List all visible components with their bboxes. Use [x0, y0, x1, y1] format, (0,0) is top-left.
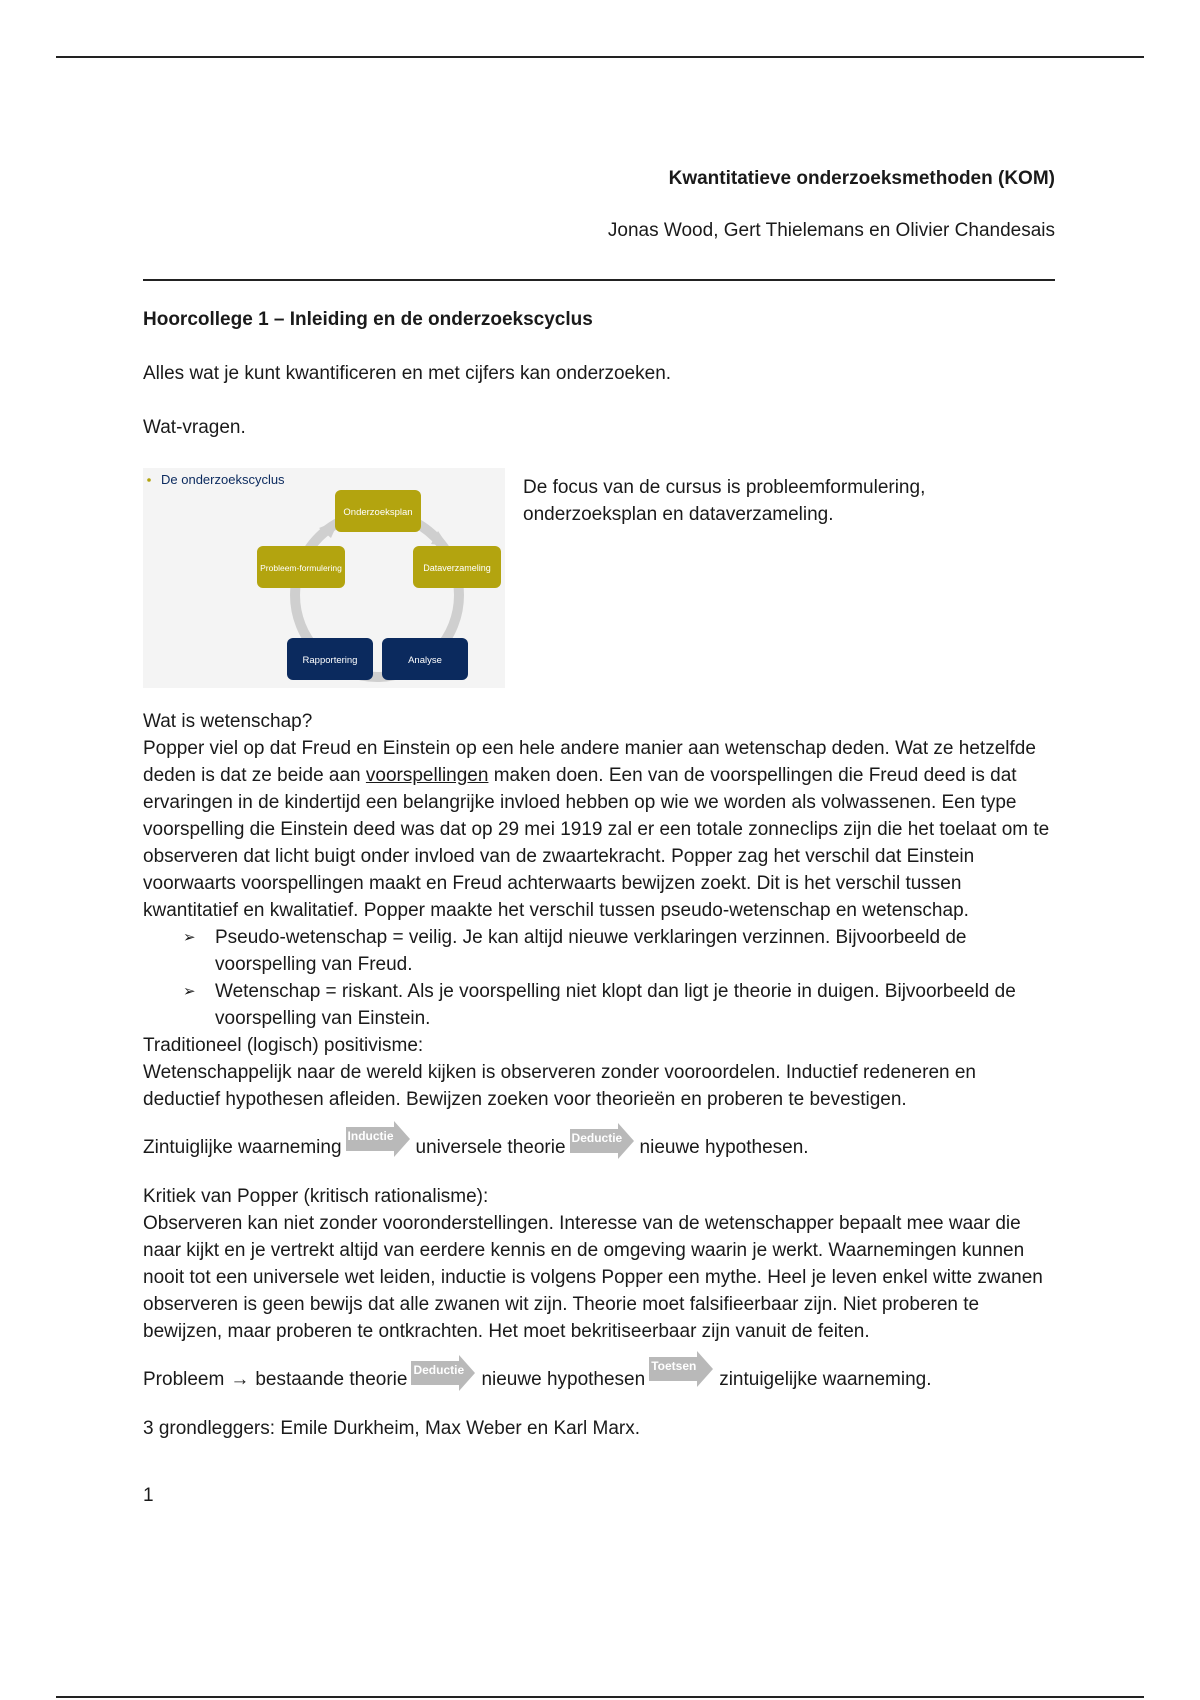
svg-text:Analyse: Analyse [408, 655, 442, 666]
svg-text:Dataverzameling: Dataverzameling [423, 563, 491, 573]
inductie-arrow [346, 1121, 412, 1157]
arrow-label: Deductie [571, 1131, 623, 1145]
arrow-label: Deductie [413, 1363, 465, 1377]
bottom-rule [56, 1696, 1144, 1698]
flow-step: nieuwe hypothesen [481, 1368, 646, 1390]
authors: Jonas Wood, Gert Thielemans en Olivier Chandesais [607, 220, 1055, 241]
cycle-description: De focus van de cursus is probleemformulering, onderzoeksplan en dataverzameling. [523, 477, 926, 525]
flow-step: bestaande theorie [255, 1368, 408, 1390]
flow-step: Zintuiglijke waarneming [143, 1136, 342, 1158]
arrow-bullet-icon: ➢ [183, 929, 196, 946]
positivisme-flow [143, 1127, 1055, 1167]
slide-title: De onderzoekscyclus [161, 472, 285, 487]
popper-heading: Kritiek van Popper (kritisch rationalisme): [143, 1186, 489, 1207]
arrow-label: Inductie [347, 1129, 394, 1143]
svg-text:Rapportering: Rapportering [302, 655, 358, 666]
cycle-step-probleemformulering [257, 546, 345, 588]
deductie-arrow [411, 1355, 477, 1391]
slide-bullet-icon [147, 478, 151, 482]
wetenschap-underlined-word: voorspellingen [365, 765, 489, 786]
arrow-label: Toetsen [651, 1359, 697, 1373]
top-rule [56, 56, 1144, 58]
grondleggers: 3 grondleggers: Emile Durkheim, Max Weber en Karl Marx. [143, 1418, 641, 1439]
svg-text:Onderzoeksplan: Onderzoeksplan [343, 507, 413, 518]
positivisme-heading: Traditioneel (logisch) positivisme: [143, 1035, 424, 1056]
intro-paragraph: Alles wat je kunt kwantificeren en met cijfers kan onderzoeken. [143, 363, 672, 384]
arrow-bullet-icon: ➢ [183, 983, 196, 1000]
wetenschap-paragraph [143, 735, 1055, 924]
flow-step: zintuigelijke waarneming. [719, 1368, 932, 1390]
wat-vragen: Wat-vragen. [143, 417, 246, 438]
wetenschap-text-part1: Popper viel op dat Freud en Einstein op een hele andere manier aan wetenschap deden. Wat ze hetzelfde deden is dat ze beide aan [143, 738, 1036, 786]
bullet-text: Pseudo-wetenschap = veilig. Je kan altijd nieuwe verklaringen verzinnen. Bijvoorbeeld de voorspelling van Freud. [215, 927, 967, 975]
flow-step: Probleem [143, 1368, 225, 1390]
right-arrow-icon: → [230, 1368, 250, 1390]
bullet-text: Wetenschap = riskant. Als je voorspelling niet klopt dan ligt je theorie in duigen. Bijvoorbeeld de voorspelling van Einstein. [215, 981, 1016, 1029]
wetenschap-text-part2: maken doen. Een van de voorspellingen die Freud deed is dat ervaringen in de kindertijd een belangrijke invloed hebben op wie we worden als volwassenen. Een type voorspelling die Einstein deed was dat op 29 mei 1919 zal er een totale zonneclips zijn die het toelaat om te observeren dat licht buigt onder invloed van de zwaartekracht. Popper zag het verschil dat Einstein voorwaarts voorspellingen maakt en Freud achterwaarts bewijzen zoekt. Dit is het verschil tussen kwantitatief en kwalitatief. Popper maakte het verschil tussen pseudo-wetenschap en wetenschap. [143, 765, 1050, 921]
research-cycle-diagram [143, 468, 505, 688]
svg-text:Probleem-formulering: Probleem-formulering [260, 563, 342, 573]
positivisme-paragraph: Wetenschappelijk naar de wereld kijken is observeren zonder vooroordelen. Inductief redeneren en deductief hypothesen afleiden. Bewijzen zoeken voor theorieën en proberen te bevestigen. [143, 1062, 976, 1110]
list-item [183, 924, 1055, 978]
wetenschap-bullet-list [183, 924, 1055, 1032]
popper-flow [143, 1359, 1055, 1399]
lecture-title: Hoorcollege 1 – Inleiding en de onderzoekscyclus [143, 309, 593, 330]
cycle-svg [143, 468, 505, 688]
cycle-step-dataverzameling [413, 546, 501, 588]
wetenschap-heading: Wat is wetenschap? [143, 711, 313, 732]
cycle-step-onderzoeksplan [335, 490, 421, 532]
cycle-section [143, 468, 1055, 688]
list-item [183, 978, 1055, 1032]
cycle-step-analyse [382, 638, 468, 680]
course-title: Kwantitatieve onderzoeksmethoden (KOM) [668, 168, 1055, 189]
toetsen-arrow [649, 1351, 715, 1387]
flow-step: universele theorie [415, 1136, 566, 1158]
cycle-step-rapportering [287, 638, 373, 680]
flow-step: nieuwe hypothesen. [639, 1136, 809, 1158]
document-page [143, 165, 1055, 1509]
deductie-arrow [570, 1123, 636, 1159]
page-number: 1 [143, 1485, 154, 1506]
popper-paragraph: Observeren kan niet zonder vooronderstellingen. Interesse van de wetenschapper bepaalt mee waar die naar kijkt en je vertrekt altijd van eerdere kennis en de omgeving waarin je werkt. Waarnemingen kunnen nooit tot een universele wet leiden, inductie is volgens Popper een mythe. Heel je leven enkel witte zwanen observeren is geen bewijs dat alle zwanen wit zijn. Theorie moet falsifieerbaar zijn. Niet proberen te bewijzen, maar proberen te ontkrachten. Het moet bekritiseerbaar zijn vanuit de feiten. [143, 1213, 1043, 1342]
